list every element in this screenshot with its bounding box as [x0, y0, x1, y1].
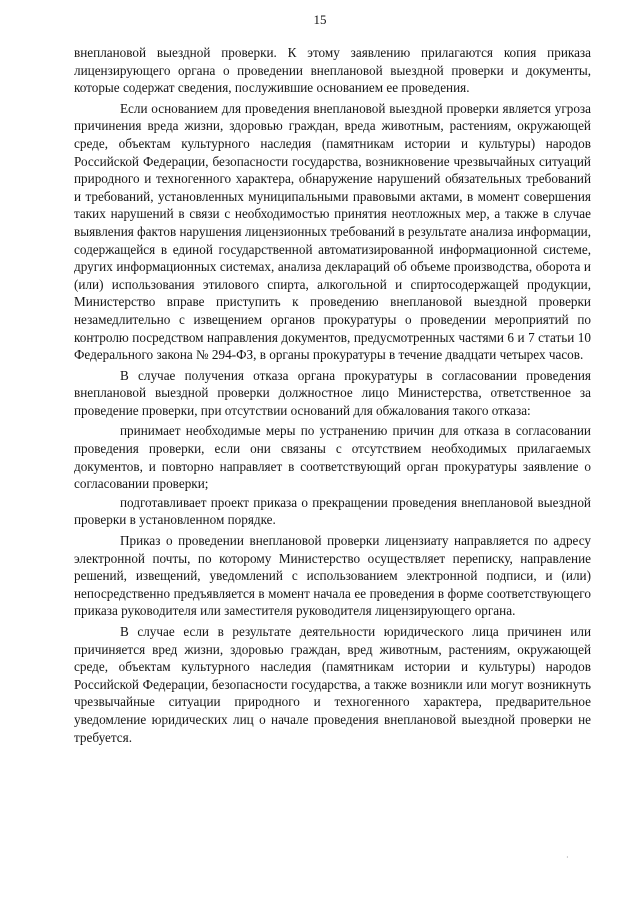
paragraph-refusal-measures: принимает необходимые меры по устранению причин для отказа в согласовании проведения проверки, если они связаны с отсутствием необходимых прилагаемых документов, и повторно направляет в соответствующий орган прокуратуры заявление о согласовании проверки;	[74, 423, 591, 492]
paragraph-urgent-inspection-grounds: Если основанием для проведения внеплановой выездной проверки является угроза причинения вреда жизни, здоровью граждан, вреда животным, растениям, окружающей среде, объектам культурного наследия (памятникам истории и культуры) народов Российской Федерации, безопасности государства, возникновение чрезвычайных ситуаций природного и техногенного характера, обнаружение нарушений обязательных требований и требований, установленных муниципальными правовыми актами, в момент совершения таких нарушений в связи с необходимостью принятия неотложных мер, а также в случае выявления фактов нарушения лицензионных требований в результате анализа информации, содержащейся в единой государственной автоматизированной информационной системе, других информационных системах, анализа деклараций об объеме производства, оборота и (или) использования этилового спирта, алкогольной и спиртосодержащей продукции, Министерство вправе приступить к проведению внеплановой выездной проверки незамедлительно с извещением органов прокуратуры о проведении мероприятий по контролю посредством направления документов, предусмотренных частями 6 и 7 статьи 10 Федерального закона № 294-ФЗ, в органы прокуратуры в течение двадцати четырех часов.	[74, 100, 591, 363]
paragraph-continuation: внеплановой выездной проверки. К этому заявлению прилагаются копия приказа лицензирующего органа о проведении внеплановой выездной проверки и документы, которые содержат сведения, послужившие основанием ее проведения.	[74, 45, 591, 96]
paragraph-termination-order: подготавливает проект приказа о прекращении проведения внеплановой выездной проверки в установленном порядке.	[74, 494, 591, 528]
scan-speck: ·	[566, 853, 569, 862]
document-body	[74, 44, 591, 746]
page-number: 15	[313, 12, 327, 27]
paragraph-prosecutor-refusal: В случае получения отказа органа прокуратуры в согласовании проведения внеплановой выездной проверки должностное лицо Министерства, ответственное за проведение проверки, при отсутствии оснований для обжалования такого отказа:	[74, 367, 591, 418]
paragraph-no-prior-notice: В случае если в результате деятельности юридического лица причинен или причиняется вред жизни, здоровью граждан, вред животным, растениям, окружающей среде, объектам культурного наследия (памятникам истории и культуры) народов Российской Федерации, безопасности государства, а также возникли или могут возникнуть чрезвычайные ситуации природного и техногенного характера, предварительное уведомление юридических лиц о начале проведения внеплановой выездной проверки не требуется.	[74, 624, 591, 745]
paragraph-order-delivery: Приказ о проведении внеплановой проверки лицензиату направляется по адресу электронной почты, по которому Министерство осуществляет переписку, направление решений, извещений, уведомлений с использованием электронной подписи, и (или) непосредственно предъявляется в момент начала ее проведения в форме соответствующего приказа руководителя или заместителя руководителя лицензирующего органа.	[74, 533, 591, 619]
